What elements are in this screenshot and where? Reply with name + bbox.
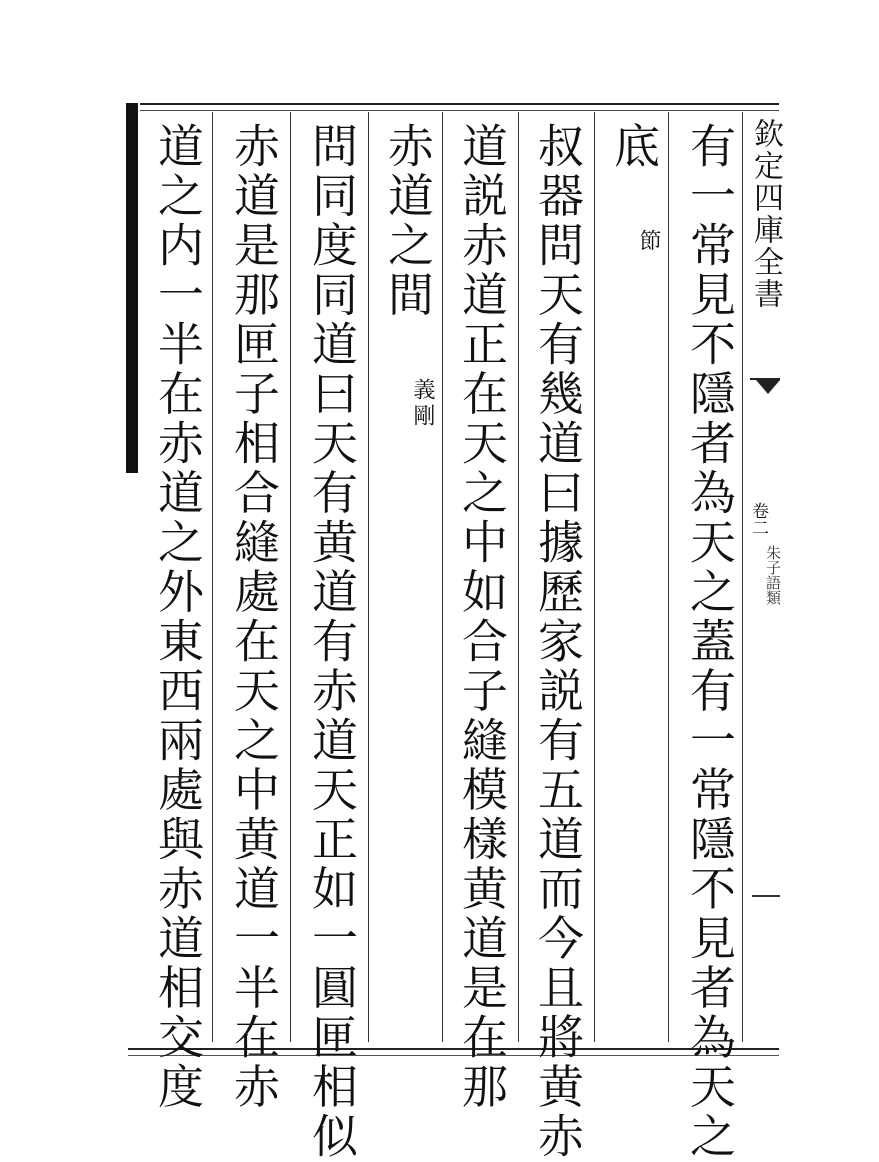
fishtail-mark	[750, 378, 780, 406]
text-column-6	[302, 122, 362, 1162]
column-divider	[290, 112, 291, 1042]
text-column-1	[680, 122, 740, 1162]
book-title: 欽定四庫全書	[748, 118, 783, 310]
attribution-note: 節	[636, 229, 661, 255]
column-divider	[212, 112, 213, 1042]
column-text: 有一常見不隱者為天之蓋有一常隱不見者為天之	[683, 122, 737, 1162]
top-border-inner	[140, 110, 779, 111]
column-text: 道之内一半在赤道之外東西兩處與赤道相交度	[151, 122, 205, 1112]
column-text: 赤道是那匣子相合縫處在天之中黄道一半在赤	[227, 122, 281, 1112]
binding-edge	[126, 103, 138, 473]
column-divider	[594, 112, 595, 1042]
column-text: 赤道之間	[381, 122, 435, 320]
column-text: 問同度同道曰天有黄道有赤道天正如一圓匣相似	[305, 122, 359, 1162]
text-column-2	[604, 122, 664, 255]
margin-tick	[752, 895, 780, 897]
column-text: 叔器問天有幾道曰據歷家説有五道而今且將黄赤	[531, 122, 585, 1162]
text-column-4	[452, 122, 512, 1112]
column-text: 道説赤道正在天之中如合子縫模樣黄道是在那	[455, 122, 509, 1112]
column-divider	[442, 112, 443, 1042]
text-column-8	[148, 122, 208, 1112]
margin-divider	[742, 112, 743, 1042]
volume-label: 卷二	[748, 502, 768, 536]
column-text: 底	[607, 122, 661, 172]
attribution-note: 義剛	[410, 377, 435, 430]
column-divider	[668, 112, 669, 1042]
column-divider	[368, 112, 369, 1042]
section-label: 朱子語類	[764, 545, 782, 605]
top-border	[140, 103, 779, 105]
column-divider	[518, 112, 519, 1042]
text-column-3	[528, 122, 588, 1162]
text-column-5	[378, 122, 438, 430]
text-column-7	[224, 122, 284, 1112]
